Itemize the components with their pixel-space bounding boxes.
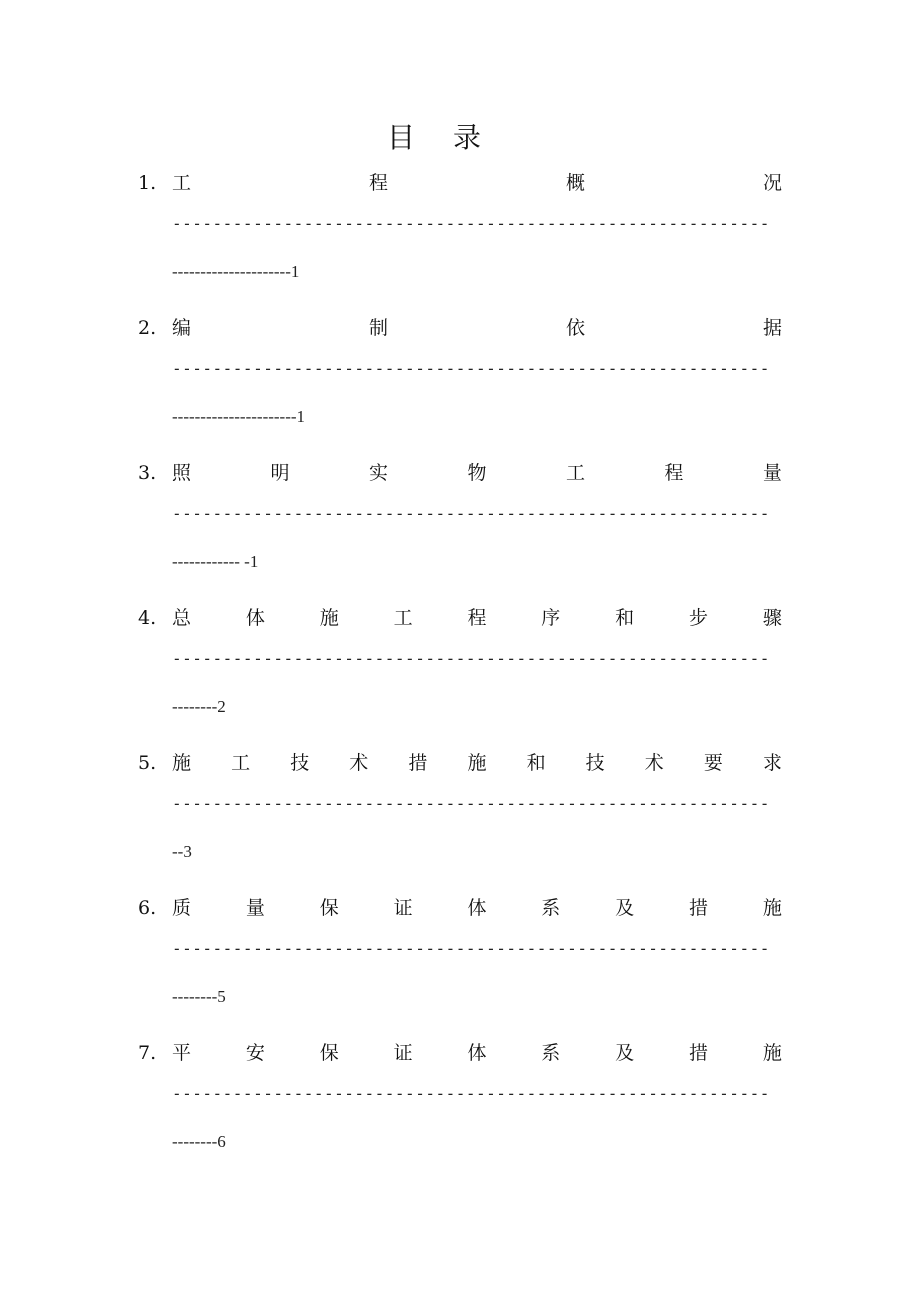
- toc-entry-number: 5.: [138, 752, 157, 774]
- toc-entry-leader: -----------------------------------------------------------: [172, 504, 770, 523]
- toc-entry[interactable]: [138, 895, 798, 1015]
- toc-entry[interactable]: [138, 170, 798, 290]
- toc-title: 目 录: [386, 121, 510, 154]
- toc-entry-leader: -----------------------------------------------------------: [172, 794, 770, 813]
- toc-entry-title: 平 安 保 证 体 系 及 措 施: [172, 1042, 782, 1064]
- toc-entry-page-ref: ------------ -1: [172, 552, 259, 571]
- toc-entry-number: 4.: [138, 607, 157, 629]
- toc-entry-title: 总 体 施 工 程 序 和 步 骤: [172, 607, 782, 629]
- toc-entry-page-ref: --3: [172, 842, 192, 861]
- toc-entry[interactable]: [138, 460, 798, 580]
- toc-entry-page-ref: --------2: [172, 697, 226, 716]
- toc-entry-number: 2.: [138, 317, 157, 339]
- toc-entry-title: 编 制 依 据: [172, 317, 782, 339]
- toc-entry-leader: -----------------------------------------------------------: [172, 939, 770, 958]
- toc-entry-number: 7.: [138, 1042, 157, 1064]
- toc-entry-leader: -----------------------------------------------------------: [172, 649, 770, 668]
- toc-entry[interactable]: [138, 605, 798, 725]
- toc-entry-leader: -----------------------------------------------------------: [172, 359, 770, 378]
- toc-entry-number: 3.: [138, 462, 157, 484]
- toc-entry-leader: -----------------------------------------------------------: [172, 214, 770, 233]
- toc-entry-title: 工 程 概 况: [172, 172, 782, 194]
- toc-entry-page-ref: ---------------------1: [172, 262, 300, 281]
- toc-entry[interactable]: [138, 315, 798, 435]
- toc-entry-title: 质 量 保 证 体 系 及 措 施: [172, 897, 782, 919]
- toc-entry[interactable]: [138, 750, 798, 870]
- toc-entry-number: 6.: [138, 897, 157, 919]
- toc-entry-number: 1.: [138, 172, 157, 194]
- toc-entry-page-ref: ----------------------1: [172, 407, 306, 426]
- toc-entry[interactable]: [138, 1040, 798, 1160]
- toc-entry-title: 施 工 技 术 措 施 和 技 术 要 求: [172, 752, 782, 774]
- toc-entry-title: 照 明 实 物 工 程 量: [172, 462, 782, 484]
- toc-entry-page-ref: --------5: [172, 987, 226, 1006]
- toc-entry-leader: -----------------------------------------------------------: [172, 1084, 770, 1103]
- toc-entry-page-ref: --------6: [172, 1132, 226, 1151]
